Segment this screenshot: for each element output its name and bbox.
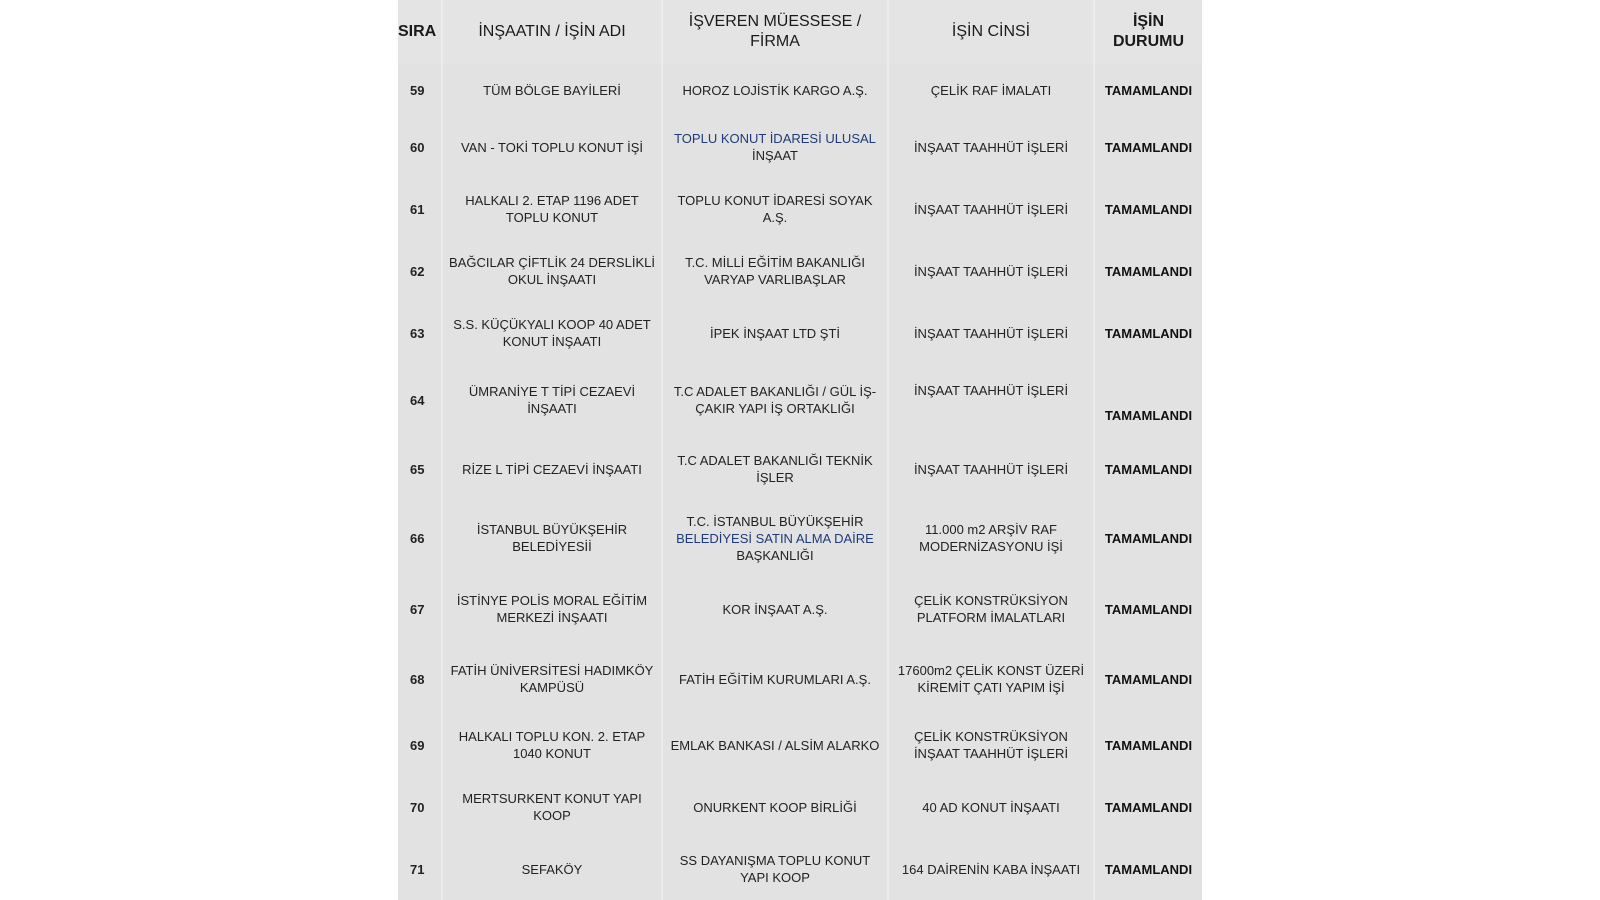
row-number: 64: [398, 364, 443, 436]
status: TAMAMLANDI: [1095, 714, 1202, 776]
status: TAMAMLANDI: [1095, 178, 1202, 240]
project-name: BAĞCILAR ÇİFTLİK 24 DERSLİKLİ OKUL İNŞAATI: [443, 240, 663, 302]
header-status: İŞİN DURUMU: [1095, 0, 1202, 64]
employer: KOR İNŞAAT A.Ş.: [663, 574, 889, 644]
row-number: 60: [398, 116, 443, 178]
header-employer: İŞVEREN MÜESSESE / FİRMA: [663, 0, 889, 64]
project-name: İSTİNYE POLİS MORAL EĞİTİM MERKEZİ İNŞAATI: [443, 574, 663, 644]
project-name: HALKALI TOPLU KON. 2. ETAP 1040 KONUT: [443, 714, 663, 776]
employer: ONURKENT KOOP BİRLİĞİ: [663, 776, 889, 838]
project-name: MERTSURKENT KONUT YAPI KOOP: [443, 776, 663, 838]
project-name: HALKALI 2. ETAP 1196 ADET TOPLU KONUT: [443, 178, 663, 240]
status: TAMAMLANDI: [1095, 240, 1202, 302]
work-type: 11.000 m2 ARŞİV RAF MODERNİZASYONU İŞİ: [889, 502, 1095, 574]
status: TAMAMLANDI: [1095, 502, 1202, 574]
employer: T.C. MİLLİ EĞİTİM BAKANLIĞI VARYAP VARLIBAŞLAR: [663, 240, 889, 302]
status: TAMAMLANDI: [1095, 436, 1202, 502]
project-name: VAN - TOKİ TOPLU KONUT İŞİ: [443, 116, 663, 178]
row-number: 59: [398, 64, 443, 116]
row-number: 70: [398, 776, 443, 838]
row-number: 62: [398, 240, 443, 302]
row-number: 68: [398, 644, 443, 714]
row-number: 69: [398, 714, 443, 776]
work-type: ÇELİK KONSTRÜKSİYON İNŞAAT TAAHHÜT İŞLERİ: [889, 714, 1095, 776]
employer: T.C ADALET BAKANLIĞI TEKNİK İŞLER: [663, 436, 889, 502]
employer-line-3: BAŞKANLIĞI: [736, 547, 814, 563]
work-type: 164 DAİRENİN KABA İNŞAATI: [889, 838, 1095, 900]
status: TAMAMLANDI: [1095, 302, 1202, 364]
header-sira: SIRA: [398, 0, 443, 64]
work-type: 17600m2 ÇELİK KONST ÜZERİ KİREMİT ÇATI YAPIM İŞİ: [889, 644, 1095, 714]
work-type: ÇELİK RAF İMALATI: [889, 64, 1095, 116]
work-type: 40 AD KONUT İNŞAATI: [889, 776, 1095, 838]
project-name: FATİH ÜNİVERSİTESİ HADIMKÖY KAMPÜSÜ: [443, 644, 663, 714]
employer: T.C ADALET BAKANLIĞI / GÜL İŞ-ÇAKIR YAPI İŞ ORTAKLIĞI: [663, 364, 889, 436]
employer: TOPLU KONUT İDARESİ SOYAK A.Ş.: [663, 178, 889, 240]
status: TAMAMLANDI: [1095, 64, 1202, 116]
row-number: 71: [398, 838, 443, 900]
project-name: ÜMRANİYE T TİPİ CEZAEVİ İNŞAATI: [443, 364, 663, 436]
project-name: İSTANBUL BÜYÜKŞEHİR BELEDİYESİİ: [443, 502, 663, 574]
employer-line-1: T.C. İSTANBUL BÜYÜKŞEHİR: [686, 513, 864, 529]
employer: [663, 502, 889, 574]
employer: İPEK İNŞAAT LTD ŞTİ: [663, 302, 889, 364]
project-name: TÜM BÖLGE BAYİLERİ: [443, 64, 663, 116]
status: TAMAMLANDI: [1095, 776, 1202, 838]
document-page: [398, 0, 1202, 900]
work-type: ÇELİK KONSTRÜKSİYON PLATFORM İMALATLARI: [889, 574, 1095, 644]
row-number: 66: [398, 502, 443, 574]
employer: HOROZ LOJİSTİK KARGO A.Ş.: [663, 64, 889, 116]
work-type: İNŞAAT TAAHHÜT İŞLERİ: [889, 364, 1095, 436]
header-project-name: İNŞAATIN / İŞİN ADI: [443, 0, 663, 64]
project-name: SEFAKÖY: [443, 838, 663, 900]
status: TAMAMLANDI: [1095, 644, 1202, 714]
work-type: İNŞAAT TAAHHÜT İŞLERİ: [889, 178, 1095, 240]
work-type: İNŞAAT TAAHHÜT İŞLERİ: [889, 240, 1095, 302]
row-number: 65: [398, 436, 443, 502]
status: TAMAMLANDI: [1095, 574, 1202, 644]
employer: FATİH EĞİTİM KURUMLARI A.Ş.: [663, 644, 889, 714]
projects-table: [398, 0, 1202, 900]
work-type: İNŞAAT TAAHHÜT İŞLERİ: [889, 436, 1095, 502]
status: TAMAMLANDI: [1095, 116, 1202, 178]
row-number: 63: [398, 302, 443, 364]
project-name: RİZE L TİPİ CEZAEVİ İNŞAATI: [443, 436, 663, 502]
header-work-type: İŞİN CİNSİ: [889, 0, 1095, 64]
row-number: 61: [398, 178, 443, 240]
employer-line-1: TOPLU KONUT İDARESİ ULUSAL: [674, 131, 876, 146]
status: TAMAMLANDI: [1095, 838, 1202, 900]
row-number: 67: [398, 574, 443, 644]
employer: EMLAK BANKASI / ALSİM ALARKO: [663, 714, 889, 776]
employer-line-2: BELEDİYESİ SATIN ALMA DAİRE: [676, 530, 874, 546]
project-name: S.S. KÜÇÜKYALI KOOP 40 ADET KONUT İNŞAATI: [443, 302, 663, 364]
work-type: İNŞAAT TAAHHÜT İŞLERİ: [889, 302, 1095, 364]
employer: [663, 116, 889, 178]
work-type: İNŞAAT TAAHHÜT İŞLERİ: [889, 116, 1095, 178]
status: TAMAMLANDI: [1095, 364, 1202, 436]
employer-line-2: İNŞAAT: [752, 148, 798, 163]
employer: SS DAYANIŞMA TOPLU KONUT YAPI KOOP: [663, 838, 889, 900]
